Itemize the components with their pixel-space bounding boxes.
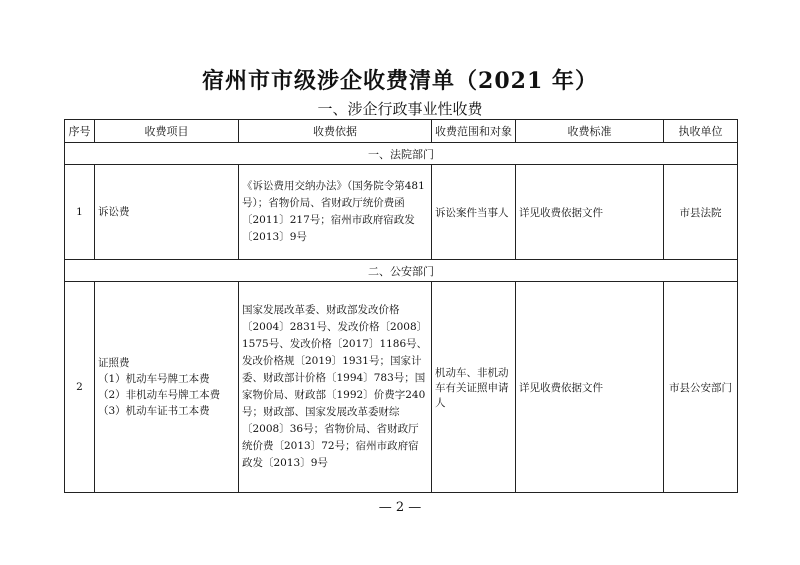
col-header-standard: 收费标准 <box>516 120 664 143</box>
col-header-no: 序号 <box>65 120 95 143</box>
section-header-court: 一、法院部门 <box>65 143 738 165</box>
item-line: 证照费 <box>98 357 130 369</box>
fee-table <box>64 119 738 493</box>
section-header-row <box>65 143 738 165</box>
row-unit: 市县公安部门 <box>664 282 738 493</box>
table-header-row <box>65 120 738 143</box>
row-standard: 详见收费依据文件 <box>516 165 664 260</box>
row-scope: 机动车、非机动车有关证照申请人 <box>432 282 516 493</box>
item-line: （1）机动车号牌工本费 <box>98 373 210 385</box>
row-no: 1 <box>65 165 95 260</box>
row-standard: 详见收费依据文件 <box>516 282 664 493</box>
table-row <box>65 282 738 493</box>
col-header-unit: 执收单位 <box>664 120 738 143</box>
document-title: 宿州市市级涉企收费清单（2021 年） <box>202 68 598 94</box>
row-unit: 市县法院 <box>664 165 738 260</box>
table-row <box>65 165 738 260</box>
row-item <box>95 282 239 493</box>
section-subtitle: 一、涉企行政事业性收费 <box>317 100 483 118</box>
item-line: （3）机动车证书工本费 <box>98 405 210 417</box>
item-line: 诉讼费 <box>98 206 130 218</box>
row-basis: 《诉讼费用交纳办法》（国务院令第481号）；省物价局、省财政厅统价费函〔2011〕217号；宿州市政府宿政发〔2013〕9号 <box>239 165 432 260</box>
row-no: 2 <box>65 282 95 493</box>
item-line: （2）非机动车号牌工本费 <box>98 389 221 401</box>
section-header-row <box>65 260 738 282</box>
col-header-basis: 收费依据 <box>239 120 432 143</box>
row-scope: 诉讼案件当事人 <box>432 165 516 260</box>
section-header-police: 二、公安部门 <box>65 260 738 282</box>
col-header-scope: 收费范围和对象 <box>432 120 516 143</box>
col-header-item: 收费项目 <box>95 120 239 143</box>
page-number: — 2 — <box>378 500 422 515</box>
row-basis: 国家发展改革委、财政部发改价格〔2004〕2831号、发改价格〔2008〕1575号、发改价格〔2017〕1186号、发改价格规〔2019〕1931号；国家计委、财政部计价格〔1994〕783号；国家物价局、财政部〔1992〕价费字240号；财政部、国家发展改革委财综〔2008〕36号；省物价局、省财政厅统价费〔2013〕72号；宿州市政府宿政发〔2013〕9号 <box>239 282 432 493</box>
row-item <box>95 165 239 260</box>
